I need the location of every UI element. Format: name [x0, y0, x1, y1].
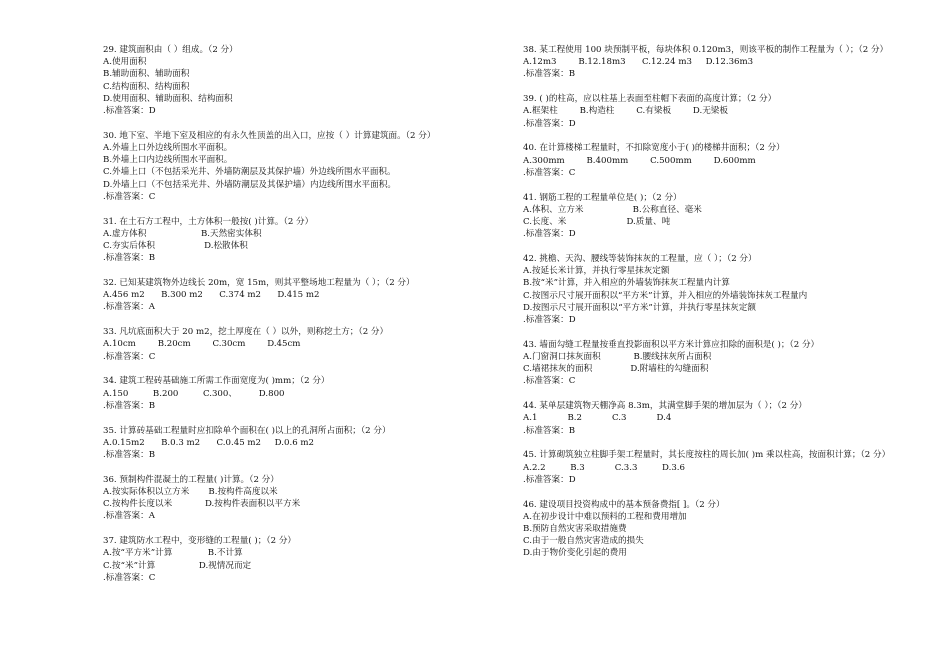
option-line: D.使用面积、辅助面积、结构面积: [103, 93, 233, 104]
question-block: [103, 474, 473, 523]
question-text: 36. 预制构件混凝土的工程量( )计算。（2 分）: [103, 474, 279, 485]
left-column: [103, 44, 473, 597]
answer-key: .标准答案：C: [523, 167, 576, 178]
option-line: A.在初步设计中难以预料的工程和费用增加: [523, 511, 687, 522]
option-line: A.外墙上口外边线所围水平面积。: [103, 143, 233, 154]
option-line: A.框架柱 B.构造柱 C.有梁板 D.无梁板: [523, 106, 728, 117]
answer-key: .标准答案：D: [103, 106, 156, 117]
option-line: C.由于一般自然灾害造成的损失: [523, 536, 644, 547]
option-line: A.虚方体积 B.天然密实体积: [103, 228, 262, 239]
question-block: [103, 425, 473, 462]
answer-key: .标准答案：D: [523, 118, 576, 129]
option-line: C.外墙上口（不包括采光井、外墙防潮层及其保护墙）外边线所围水平面积。: [103, 167, 396, 178]
answer-key: .标准答案：B: [103, 253, 156, 264]
question-block: [103, 216, 473, 265]
question-block: [523, 44, 923, 81]
option-line: A.12m3 B.12.18m3 C.12.24 m3 D.12.36m3: [523, 57, 754, 68]
question-block: [523, 499, 923, 560]
option-line: A.150 B.200 C.300、 D.800: [103, 388, 285, 399]
question-block: [523, 449, 923, 486]
option-line: B.按“米”计算，并入相应的外墙装饰抹灰工程量内计算: [523, 278, 730, 289]
answer-key: .标准答案：C: [103, 351, 156, 362]
right-column: [523, 44, 923, 572]
question-block: [103, 326, 473, 363]
option-line: C.长度、米 D.质量、吨: [523, 217, 671, 228]
question-text: 37. 建筑防水工程中，变形缝的工程量( )；（2 分）: [103, 536, 297, 547]
option-line: C.按“米”计算 D.视情况而定: [103, 560, 252, 571]
question-block: [103, 375, 473, 412]
option-line: C.结构面积、结构面积: [103, 81, 190, 92]
option-line: B.预防自然灾害采取措施费: [523, 524, 627, 535]
option-line: D.外墙上口（不包括采光井、外墙防潮层及其保护墙）内边线所围水平面积。: [103, 179, 396, 190]
answer-key: .标准答案：D: [523, 315, 576, 326]
option-line: C.按图示尺寸展开面积以“平方米”计算，并入相应的外墙装饰抹灰工程量内: [523, 290, 808, 301]
question-text: 33. 凡坑底面积大于 20 m2，挖土厚度在（ ）以外，则称挖土方；（2 分）: [103, 327, 389, 338]
option-line: A.1 B.2 C.3 D.4: [523, 413, 672, 424]
answer-key: .标准答案：B: [103, 400, 156, 411]
question-text: 34. 建筑工程砖基础施工所需工作面宽度为( )mm；（2 分）: [103, 376, 330, 387]
option-line: A.使用面积: [103, 57, 147, 68]
answer-key: .标准答案：A: [103, 511, 155, 522]
question-text: 29. 建筑面积由（ ）组成。（2 分）: [103, 45, 238, 55]
answer-key: .标准答案：B: [523, 425, 576, 436]
question-block: [523, 142, 923, 179]
option-line: A.456 m2 B.300 m2 C.374 m2 D.415 m2: [103, 290, 320, 301]
question-text: 30. 地下室、半地下室及相应的有永久性顶盖的出入口，应按（ ）计算建筑面。（2 分）: [103, 130, 436, 141]
question-text: 42. 挑檐、天沟、腰线等装饰抹灰的工程量，应（ ）；（2 分）: [523, 254, 757, 265]
question-text: 35. 计算砖基础工程量时应扣除单个面积在( )以上的孔洞所占面积；（2 分）: [103, 425, 391, 436]
question-text: 40. 在计算楼梯工程量时，不扣除宽度小于( )的楼梯井面积；（2 分）: [523, 143, 785, 154]
question-text: 45. 计算砌筑独立柱脚手架工程量时，其长度按柱的周长加( )m 乘以柱高，按面积计算；（2 分）: [523, 450, 891, 461]
option-line: D.由于物价变化引起的费用: [523, 548, 627, 559]
answer-key: .标准答案：A: [103, 302, 155, 313]
question-text: 39. ( )的柱高，应以柱基上表面至柱帽下表面的高度计算；（2 分）: [523, 94, 777, 105]
option-line: A.按延长米计算，并执行零星抹灰定额: [523, 266, 670, 277]
answer-key: .标准答案：C: [103, 191, 156, 202]
option-line: C.夯实后体积 D.松散体积: [103, 241, 248, 252]
answer-key: .标准答案：B: [103, 450, 156, 461]
option-line: A.300mm B.400mm C.500mm D.600mm: [523, 155, 756, 166]
option-line: B.辅助面积、辅助面积: [103, 69, 190, 80]
question-block: [103, 44, 473, 117]
option-line: A.10cm B.20cm C.30cm D.45cm: [103, 339, 301, 350]
answer-key: .标准答案：C: [103, 572, 156, 583]
question-block: [523, 253, 923, 326]
question-text: 41. 钢筋工程的工程量单位是( )；（2 分）: [523, 192, 682, 203]
option-line: A.按“平方米”计算 B.不计算: [103, 548, 243, 559]
question-block: [103, 535, 473, 584]
option-line: A.按实际体积以立方米 B.按构件高度以米: [103, 487, 278, 498]
question-block: [523, 339, 923, 388]
question-block: [523, 192, 923, 241]
question-block: [103, 130, 473, 203]
question-text: 38. 某工程使用 100 块预制平板，每块体积 0.120m3，则该平板的制作工程量为（ ）；（2 分）: [523, 45, 889, 55]
option-line: A.0.15m2 B.0.3 m2 C.0.45 m2 D.0.6 m2: [103, 437, 315, 448]
option-line: D.按图示尺寸展开面积以“平方米”计算，并执行零星抹灰定额: [523, 302, 756, 313]
answer-key: .标准答案：B: [523, 69, 576, 80]
answer-key: .标准答案：D: [523, 474, 576, 485]
option-line: A.体积、立方米 B.公称直径、毫米: [523, 204, 702, 215]
question-block: [103, 277, 473, 314]
option-line: C.墙裙抹灰的面积 D.附墙柱的勾缝面积: [523, 364, 709, 375]
question-text: 44. 某单层建筑物天棚净高 8.3m，其满堂脚手架的增加层为（ ）；（2 分）: [523, 401, 807, 412]
question-block: [523, 93, 923, 130]
option-line: B.外墙上口内边线所围水平面积。: [103, 155, 233, 166]
question-text: 32. 已知某建筑物外边线长 20m，宽 15m，则其平整场地工程量为（ ）；（2 分）: [103, 278, 415, 289]
question-text: 31. 在土石方工程中，土方体积一般按( )计算。（2 分）: [103, 216, 314, 227]
answer-key: .标准答案：D: [523, 229, 576, 240]
question-text: 46. 建设项目投资构成中的基本预备费指[ ]。（2 分）: [523, 499, 725, 510]
answer-key: .标准答案：C: [523, 376, 576, 387]
question-block: [523, 400, 923, 437]
option-line: C.按构件长度以米 D.按构件表面积以平方米: [103, 499, 301, 510]
question-text: 43. 墙面勾缝工程量按垂直投影面积以平方米计算应扣除的面积是( )；（2 分）: [523, 339, 820, 350]
option-line: A.门窗洞口抹灰面积 B.腰线抹灰所占面积: [523, 352, 712, 363]
option-line: A.2.2 B.3 C.3.3 D.3.6: [523, 462, 685, 473]
